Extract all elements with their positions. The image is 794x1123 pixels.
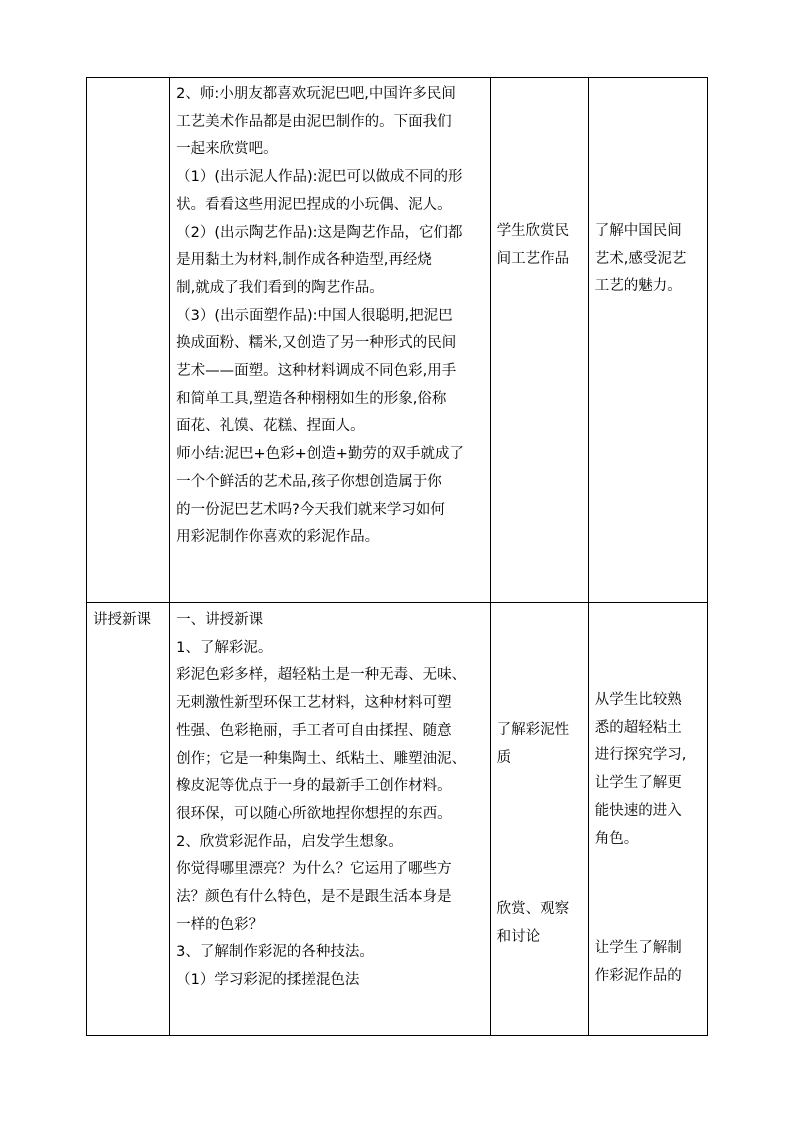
design-purpose-cell [588, 603, 707, 1036]
text-line: 性强、色彩艳丽，手工者可自由揉捏、随意 [176, 722, 452, 739]
text-line: 让学生了解更 [594, 775, 682, 792]
text-line: 换成面粉、糯米,又创造了另一种形式的民间 [176, 335, 457, 352]
text-line: 很环保，可以随心所欲地捏你想捏的东西。 [176, 805, 452, 822]
text-line: 的一份泥巴艺术吗?今天我们就来学习如何 [176, 501, 445, 518]
text-line: 质 [496, 749, 512, 766]
table-row [87, 603, 708, 1036]
text-line: 了解中国民间 [594, 223, 682, 239]
text-line: 学生欣赏民 [496, 223, 570, 239]
text-line: 一、讲授新课 [176, 612, 264, 628]
lesson-content-cell [170, 603, 491, 1036]
design-purpose-block [595, 687, 701, 853]
text-line: 2、师:小朋友都喜欢玩泥巴吧,中国许多民间 [176, 86, 456, 102]
text-line: 2、欣赏彩泥作品，启发学生想象。 [176, 833, 403, 850]
text-line: 了解彩泥性 [496, 722, 570, 738]
student-activity-block [497, 896, 582, 951]
text-line: 欣赏、观察 [496, 901, 570, 918]
text-line: 一样的色彩？ [176, 916, 264, 933]
text-line: 状。看看这些用泥巴捏成的小玩偶、泥人。 [176, 196, 452, 213]
text-line: 能快速的进入 [594, 802, 682, 819]
text-line: 悉的超轻粘土 [594, 719, 682, 736]
text-line: 一起来欣赏吧。 [176, 141, 278, 158]
student-activity-cell [490, 78, 588, 603]
text-line: 1、了解彩泥。 [176, 639, 273, 656]
text-line: 和简单工具,塑造各种栩栩如生的形象,俗称 [176, 390, 447, 407]
lesson-content-cell [170, 78, 491, 603]
text-line: 和讨论 [496, 929, 541, 946]
student-activity-block [497, 218, 582, 273]
text-line: （1）学习彩泥的揉搓混色法 [176, 972, 360, 989]
text-line: （3）(出示面塑作品):中国人很聪明,把泥巴 [176, 307, 453, 324]
design-purpose-block [595, 935, 701, 990]
student-activity-cell [490, 603, 588, 1036]
text-line: 从学生比较熟 [594, 692, 682, 708]
text-line: 面花、礼馍、花糕、捏面人。 [176, 418, 365, 435]
text-line: 艺术——面塑。这种材料调成不同色彩,用手 [176, 363, 457, 380]
text-line: 法？颜色有什么特色，是不是跟生活本身是 [176, 889, 452, 906]
text-line: 创作；它是一种集陶土、纸粘土、雕塑油泥、 [176, 750, 467, 767]
text-line: 让学生了解制 [594, 940, 682, 957]
text-line: 间工艺作品 [496, 250, 570, 267]
text-line: （1）(出示泥人作品):泥巴可以做成不同的形 [176, 169, 463, 186]
text-line: 你觉得哪里漂亮？为什么？它运用了哪些方 [176, 861, 452, 878]
text-line: 师小结:泥巴+色彩+创造+勤劳的双手就成了 [176, 446, 464, 463]
text-line: 用彩泥制作你喜欢的彩泥作品。 [176, 529, 380, 546]
design-purpose-block [595, 218, 701, 301]
stage-label: 讲授新课 [93, 612, 151, 628]
text-line: 角色。 [594, 830, 639, 847]
stage-cell-empty [87, 78, 170, 603]
table-row [87, 78, 708, 603]
lesson-plan-table [86, 77, 708, 1036]
text-line: 3、了解制作彩泥的各种技法。 [176, 944, 374, 961]
text-line: 作彩泥作品的 [594, 967, 682, 984]
text-line: 工艺美术作品都是由泥巴制作的。下面我们 [176, 113, 452, 130]
stage-cell [87, 603, 170, 1036]
text-line: 进行探究学习, [594, 747, 687, 764]
text-line: （2）(出示陶艺作品):这是陶艺作品，它们都 [176, 224, 463, 241]
text-line: 是用黏土为材料,制作成各种造型,再经烧 [176, 252, 432, 269]
text-line: 彩泥色彩多样，超轻粘土是一种无毒、无味、 [176, 667, 467, 684]
text-line: 艺术,感受泥艺 [594, 250, 687, 267]
text-line: 橡皮泥等优点于一身的最新手工创作材料。 [176, 778, 452, 795]
text-line: 一个个鲜活的艺术品,孩子你想创造属于你 [176, 473, 442, 490]
student-activity-block [497, 717, 582, 772]
text-line: 工艺的魅力。 [594, 278, 682, 295]
design-purpose-cell [588, 78, 707, 603]
text-line: 无刺激性新型环保工艺材料，这种材料可塑 [176, 695, 452, 712]
text-line: 制,就成了我们看到的陶艺作品。 [176, 279, 384, 296]
